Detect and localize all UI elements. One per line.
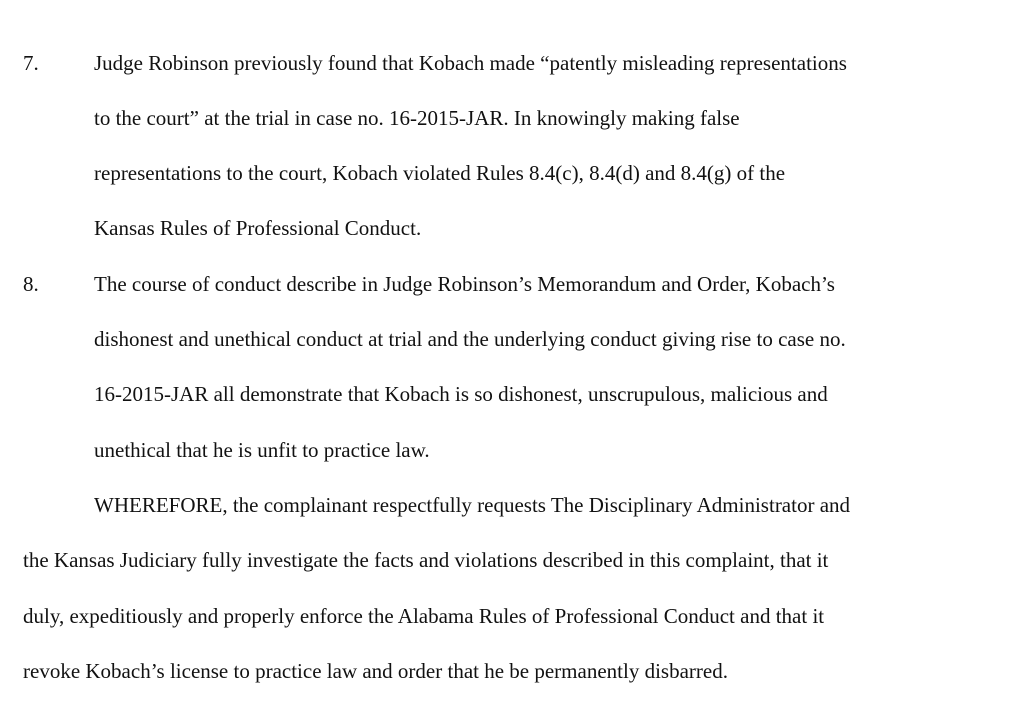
paragraph-line: duly, expeditiously and properly enforce the Alabama Rules of Professional Conduct and that it <box>23 604 825 628</box>
paragraph-line: to the court” at the trial in case no. 16-2015-JAR. In knowingly making false <box>94 106 740 130</box>
paragraph-line: Kansas Rules of Professional Conduct. <box>94 216 422 240</box>
paragraph-line: The course of conduct describe in Judge Robinson’s Memorandum and Order, Kobach’s <box>94 272 835 296</box>
paragraph-line: revoke Kobach’s license to practice law and order that he be permanently disbarred. <box>23 659 728 683</box>
paragraph-line: Judge Robinson previously found that Kobach made “patently misleading representations <box>94 51 847 75</box>
paragraph-line: WHEREFORE, the complainant respectfully requests The Disciplinary Administrator and <box>94 493 851 517</box>
paragraph-line: dishonest and unethical conduct at trial and the underlying conduct giving rise to case no. <box>94 327 846 351</box>
paragraph-line: unethical that he is unfit to practice law. <box>94 438 430 462</box>
paragraph-line: representations to the court, Kobach violated Rules 8.4(c), 8.4(d) and 8.4(g) of the <box>94 161 786 185</box>
paragraph-number: 8. <box>23 272 39 296</box>
paragraph-line: the Kansas Judiciary fully investigate the facts and violations described in this complaint, that it <box>23 548 829 572</box>
paragraph-line: 16-2015-JAR all demonstrate that Kobach is so dishonest, unscrupulous, malicious and <box>94 382 828 406</box>
paragraph-number: 7. <box>23 51 39 75</box>
